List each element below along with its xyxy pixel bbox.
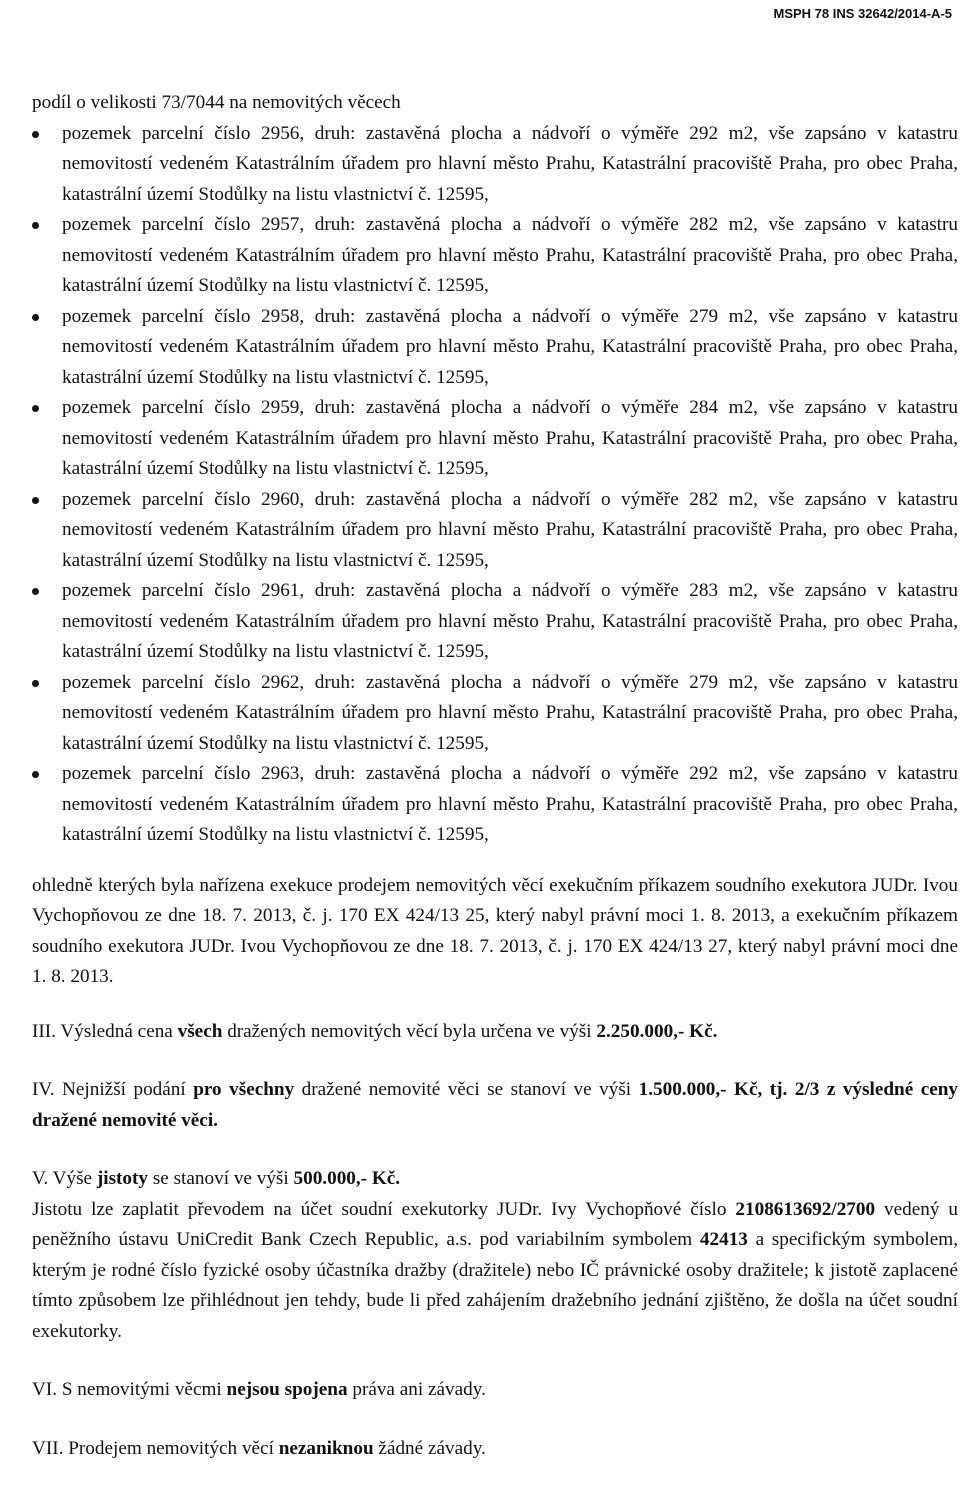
payment-text-3: a specifickým symbolem, kterým je rodné číslo fyzické osoby účastníka dražby (dražitele) nebo IČ právnické osoby dražitele; k jistotě zaplacené tímto způsobem lze přihlédnout jen tehdy, bude li před zahájením dražebního jednání zjištěno, že došla na účet soudní exekutorky. — [32, 1229, 958, 1342]
section-vii-prefix: VII. Prodejem nemovitých věcí — [32, 1437, 279, 1459]
execution-paragraph: ohledně kterých byla nařízena exekuce prodejem nemovitých věcí exekučním příkazem soudního exekutora JUDr. Ivou Vychopňovou ze dne 18. 7. 2013, č. j. 170 EX 424/13 25, který nabyl právní moci 1. 8. 2013, a exekučním příkazem soudního exekutora JUDr. Ivou Vychopňovou ze dne 18. 7. 2013, č. j. 170 EX 424/13 27, který nabyl právní moci dne 1. 8. 2013. — [32, 874, 958, 987]
parcel-item: pozemek parcelní číslo 2959, druh: zastavěná plocha a nádvoří o výměře 284 m2, vše zapsáno v katastru nemovitostí vedeném Katastrálním úřadem pro hlavní město Prahu, Katastrální pracoviště Praha, pro obec Praha, katastrální území Stodůlky na listu vlastnictví č. 12595, — [32, 393, 958, 485]
parcel-item: pozemek parcelní číslo 2956, druh: zastavěná plocha a nádvoří o výměře 292 m2, vše zapsáno v katastru nemovitostí vedeném Katastrálním úřadem pro hlavní město Prahu, Katastrální pracoviště Praha, pro obec Praha, katastrální území Stodůlky na listu vlastnictví č. 12595, — [32, 119, 958, 211]
section-iii-prefix: III. Výsledná cena — [32, 1020, 178, 1042]
section-iii-amount: 2.250.000,- Kč. — [596, 1020, 718, 1042]
section-v-payment-details — [32, 1195, 958, 1348]
section-v-amount: 500.000,- Kč. — [293, 1168, 401, 1189]
section-vii-emphasis: nezaniknou — [278, 1437, 374, 1459]
document-reference-number: MSPH 78 INS 32642/2014-A-5 — [773, 6, 952, 21]
section-vii-suffix: žádné závady. — [373, 1437, 486, 1459]
section-v-middle: se stanoví ve výši — [148, 1168, 294, 1189]
parcel-item: pozemek parcelní číslo 2960, druh: zastavěná plocha a nádvoří o výměře 282 m2, vše zapsáno v katastru nemovitostí vedeném Katastrálním úřadem pro hlavní město Prahu, Katastrální pracoviště Praha, pro obec Praha, katastrální území Stodůlky na listu vlastnictví č. 12595, — [32, 485, 958, 577]
parcel-list — [32, 119, 958, 851]
section-vi-prefix: VI. S nemovitými věcmi — [32, 1379, 227, 1400]
section-iii-emphasis: všech — [177, 1020, 223, 1042]
section-vii-defects — [32, 1434, 958, 1465]
section-v-deposit — [32, 1164, 958, 1195]
section-iii-middle: dražených nemovitých věcí byla určena ve výši — [222, 1020, 597, 1042]
parcel-item: pozemek parcelní číslo 2957, druh: zastavěná plocha a nádvoří o výměře 282 m2, vše zapsáno v katastru nemovitostí vedeném Katastrálním úřadem pro hlavní město Prahu, Katastrální pracoviště Praha, pro obec Praha, katastrální území Stodůlky na listu vlastnictví č. 12595, — [32, 210, 958, 302]
parcel-item: pozemek parcelní číslo 2958, druh: zastavěná plocha a nádvoří o výměře 279 m2, vše zapsáno v katastru nemovitostí vedeném Katastrálním úřadem pro hlavní město Prahu, Katastrální pracoviště Praha, pro obec Praha, katastrální území Stodůlky na listu vlastnictví č. 12595, — [32, 302, 958, 394]
section-vi-rights — [32, 1375, 958, 1406]
variable-symbol: 42413 — [699, 1229, 748, 1250]
share-intro: podíl o velikosti 73/7044 na nemovitých věcech — [32, 92, 401, 113]
section-iv-minimum-bid — [32, 1075, 958, 1136]
section-vi-emphasis: nejsou spojena — [226, 1379, 348, 1400]
parcel-item: pozemek parcelní číslo 2962, druh: zastavěná plocha a nádvoří o výměře 279 m2, vše zapsáno v katastru nemovitostí vedeném Katastrálním úřadem pro hlavní město Prahu, Katastrální pracoviště Praha, pro obec Praha, katastrální území Stodůlky na listu vlastnictví č. 12595, — [32, 668, 958, 760]
section-iv-emphasis: pro všechny — [193, 1079, 295, 1100]
section-iv-middle: dražené nemovité věci se stanoví ve výši — [294, 1079, 639, 1100]
parcel-item: pozemek parcelní číslo 2963, druh: zastavěná plocha a nádvoří o výměře 292 m2, vše zapsáno v katastru nemovitostí vedeném Katastrálním úřadem pro hlavní město Prahu, Katastrální pracoviště Praha, pro obec Praha, katastrální území Stodůlky na listu vlastnictví č. 12595, — [32, 759, 958, 851]
section-iv-prefix: IV. Nejnižší podání — [32, 1079, 194, 1100]
parcel-item: pozemek parcelní číslo 2961, druh: zastavěná plocha a nádvoří o výměře 283 m2, vše zapsáno v katastru nemovitostí vedeném Katastrálním úřadem pro hlavní město Prahu, Katastrální pracoviště Praha, pro obec Praha, katastrální území Stodůlky na listu vlastnictví č. 12595, — [32, 576, 958, 668]
section-iii-result-price — [32, 1017, 958, 1048]
bank-account-number: 2108613692/2700 — [735, 1198, 876, 1220]
section-v-prefix: V. Výše — [32, 1168, 97, 1189]
document-body — [32, 88, 958, 1464]
payment-text-1: Jistotu lze zaplatit převodem na účet soudní exekutorky JUDr. Ivy Vychopňové číslo — [32, 1198, 736, 1220]
section-vi-suffix: práva ani závady. — [347, 1379, 486, 1400]
section-v-emphasis: jistoty — [96, 1168, 149, 1189]
payment-text-2: vedený u peněžního ústavu UniCredit Bank Czech Republic, a.s. pod variabilním symbolem — [32, 1198, 958, 1250]
section-iv-amount: 1.500.000,- Kč, tj. 2/3 z výsledné ceny dražené nemovité věci. — [32, 1079, 959, 1131]
